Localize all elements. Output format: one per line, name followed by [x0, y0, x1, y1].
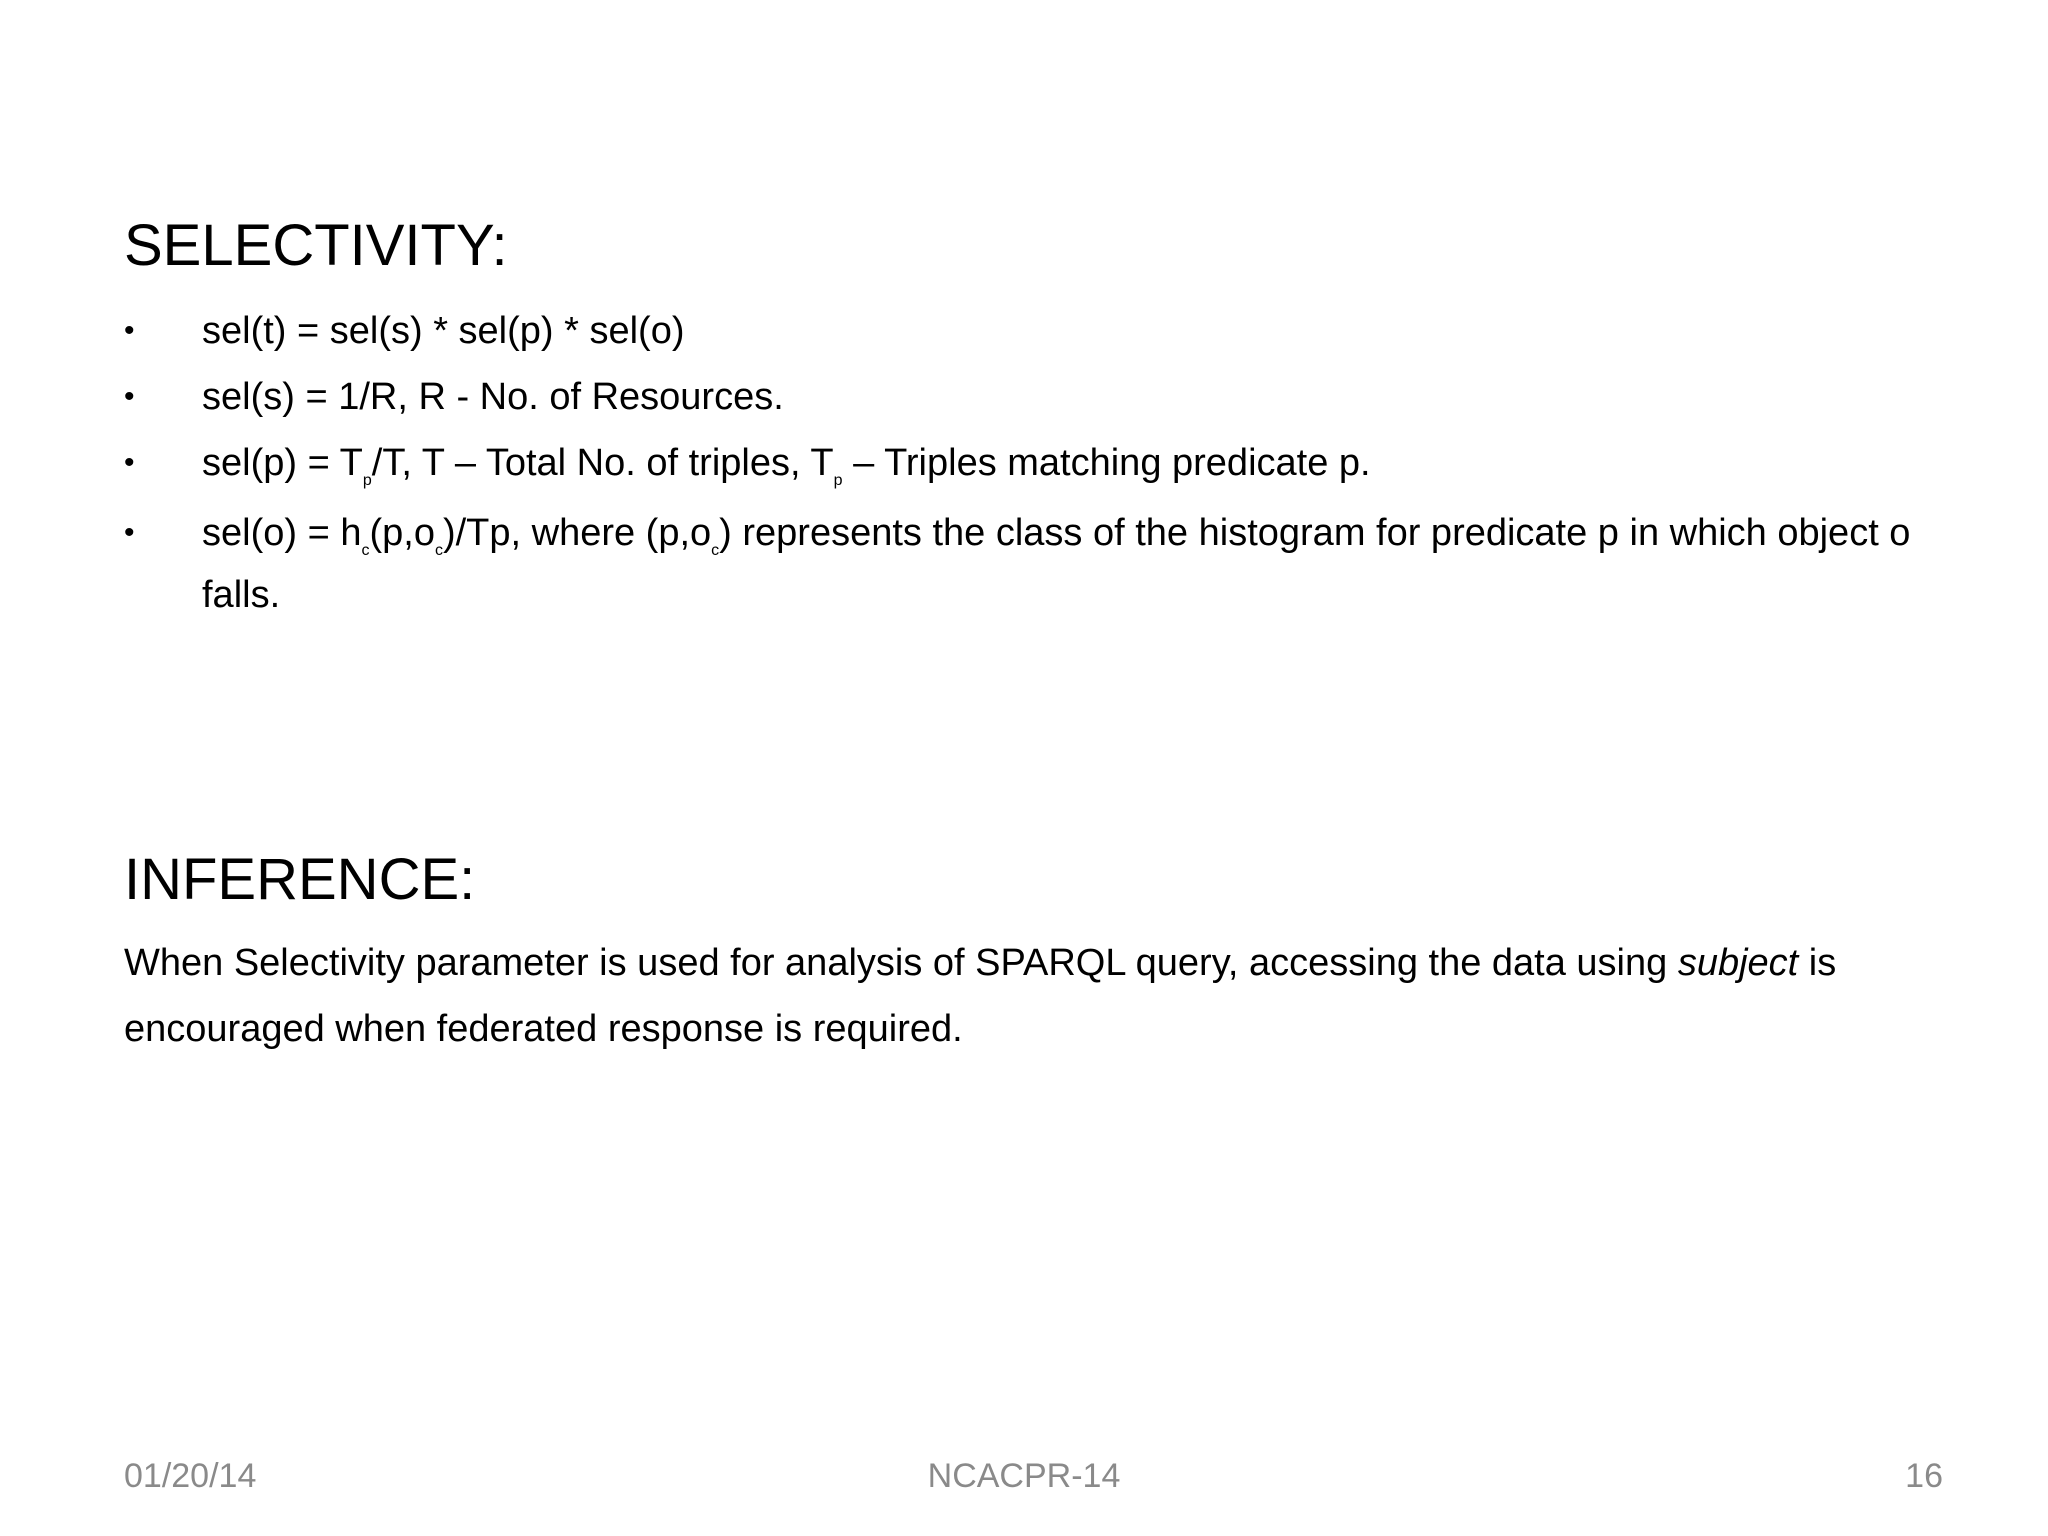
bullet-text: sel(s) = 1/R, R - No. of Resources.: [202, 376, 784, 418]
footer-conference: NCACPR-14: [927, 1457, 1121, 1495]
bullet-text: sel(t) = sel(s) * sel(p) * sel(o): [202, 310, 685, 352]
subscript: c: [361, 542, 370, 559]
subscript: p: [833, 472, 843, 489]
inference-text-end: is encouraged when federated response is required.: [124, 942, 1837, 1050]
bullet-text: [202, 442, 1371, 489]
inference-heading: INFERENCE:: [124, 847, 476, 912]
subscript: c: [711, 542, 720, 559]
text-part: (p,o: [369, 512, 435, 554]
text-part: )/Tp, where (p,o: [442, 512, 712, 554]
text-part: sel(p) = T: [202, 442, 363, 484]
text-part: – Triples matching predicate p.: [842, 442, 1371, 484]
footer-page-number: 16: [1905, 1457, 1943, 1495]
footer-date: 01/20/14: [124, 1457, 257, 1495]
bullet-text: [202, 512, 1910, 616]
inference-emphasis: subject: [1677, 942, 1799, 984]
selectivity-heading: SELECTIVITY:: [124, 213, 508, 278]
text-part: ) represents the class of the histogram for predicate p in which object o falls.: [202, 512, 1911, 616]
subscript: c: [434, 542, 443, 559]
selectivity-bullet-list: [124, 300, 1944, 630]
bullet-sel-p: [124, 432, 1944, 494]
text-part: sel(o) = h: [202, 512, 362, 554]
bullet-mark: •: [124, 446, 135, 479]
bullet-mark: •: [124, 314, 135, 347]
inference-text-start: When Selectivity parameter is used for analysis of SPARQL query, accessing the data using: [124, 942, 1678, 984]
bullet-mark: •: [124, 380, 135, 413]
subscript: p: [362, 472, 372, 489]
text-part: /T, T – Total No. of triples, T: [371, 442, 834, 484]
bullet-sel-o: [124, 502, 1944, 626]
bullet-sel-t: [124, 300, 1944, 362]
inference-paragraph: [124, 930, 1964, 1062]
bullet-sel-s: [124, 366, 1944, 428]
bullet-mark: •: [124, 516, 135, 549]
